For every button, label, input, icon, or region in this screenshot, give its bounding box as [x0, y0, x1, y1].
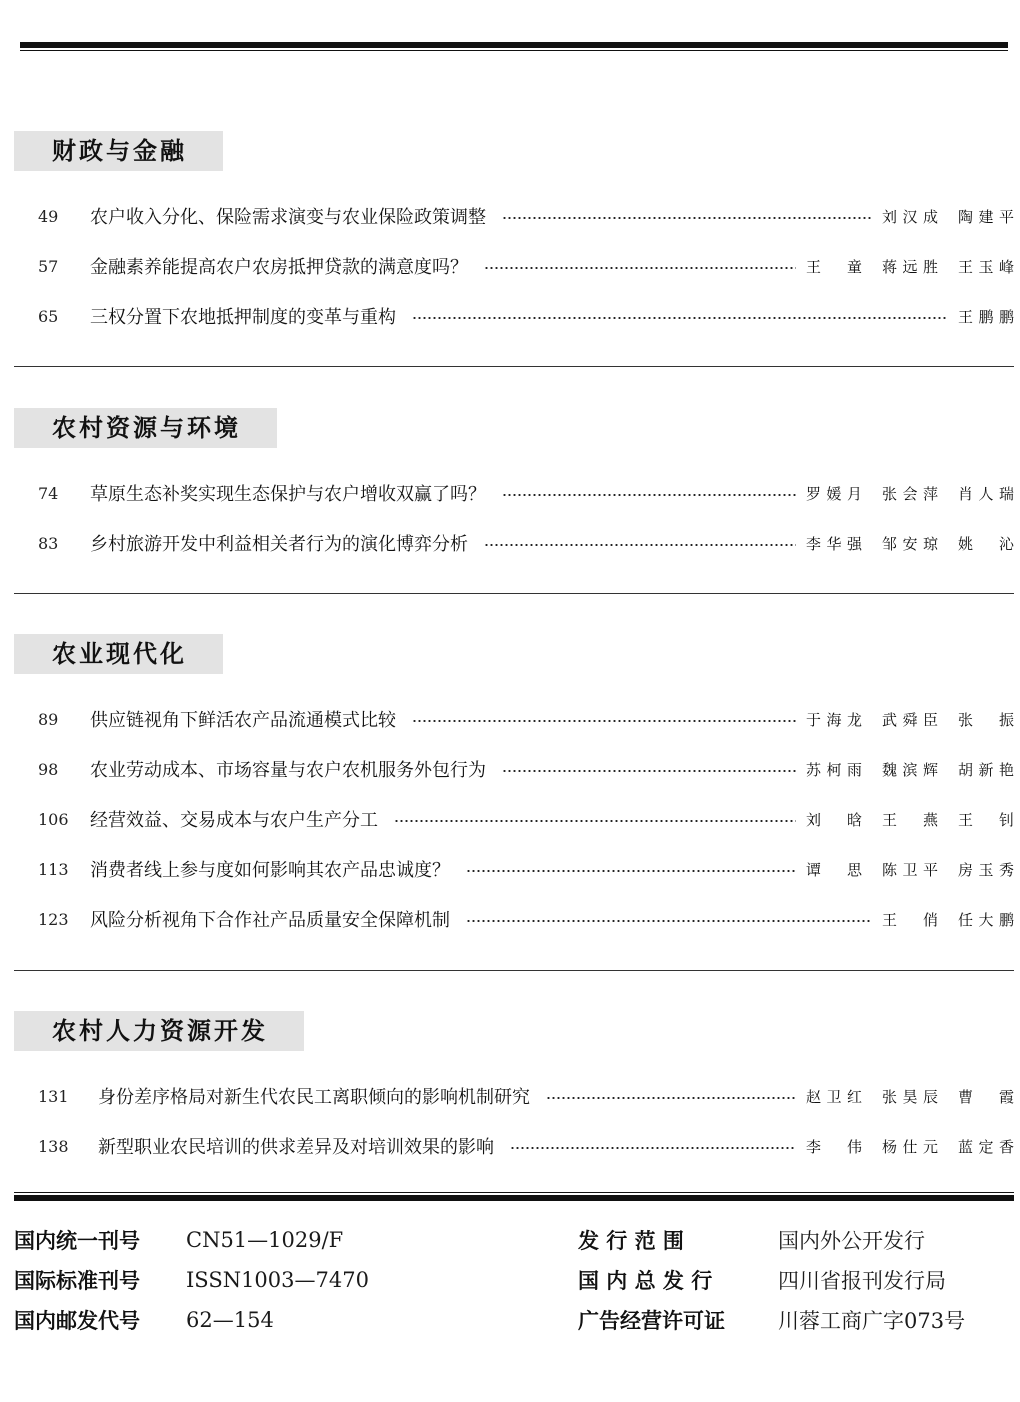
page-number: 113 [38, 859, 69, 879]
author-name: 蓝 定 香 [958, 1137, 1014, 1156]
info-label: 国 内 总 发 行 [578, 1269, 713, 1293]
author-name: 杨 仕 元 [882, 1137, 938, 1156]
author-name: 苏 柯 雨 [806, 760, 862, 779]
section-divider [14, 366, 1014, 367]
page-number: 123 [38, 909, 69, 929]
info-label: 国内统一刊号 [14, 1229, 140, 1253]
authors [806, 1136, 1014, 1157]
dot-leader [412, 720, 796, 722]
author-name: 姚 沁 [958, 534, 1014, 553]
author-name: 邹 安 琼 [882, 534, 938, 553]
author-name: 李 伟 [806, 1137, 862, 1156]
info-row [14, 1265, 369, 1295]
authors [806, 533, 1014, 554]
article-title: 新型职业农民培训的供求差异及对培训效果的影响 [98, 1137, 494, 1158]
author-name: 王 童 [806, 257, 862, 276]
section-resources-environment [14, 408, 1014, 568]
article-title: 风险分析视角下合作社产品质量安全保障机制 [90, 910, 450, 931]
article-title: 供应链视角下鲜活农产品流通模式比较 [90, 710, 396, 731]
dot-leader [394, 820, 796, 822]
toc-entry[interactable] [14, 291, 1014, 341]
authors [882, 909, 1014, 930]
article-title: 消费者线上参与度如何影响其农产品忠诚度？ [90, 860, 450, 881]
toc-entry[interactable] [14, 744, 1014, 794]
toc-entry[interactable] [14, 518, 1014, 568]
article-title: 经营效益、交易成本与农户生产分工 [90, 810, 378, 831]
section-header: 财政与金融 [14, 131, 223, 171]
toc-entry[interactable] [14, 191, 1014, 241]
publication-info [14, 1225, 1014, 1365]
authors [806, 709, 1014, 730]
author-name: 于 海 龙 [806, 710, 862, 729]
top-rule-thin [20, 50, 1008, 51]
dot-leader [546, 1097, 796, 1099]
author-name: 王 鹏 鹏 [958, 307, 1014, 326]
author-name: 陈 卫 平 [882, 860, 938, 879]
author-name: 赵 卫 红 [806, 1087, 862, 1106]
dot-leader [502, 494, 796, 496]
info-row [578, 1265, 946, 1295]
section-human-resources [14, 1011, 1014, 1171]
dot-leader [502, 217, 872, 219]
info-row [14, 1225, 343, 1255]
page-number: 57 [38, 256, 59, 276]
author-name: 刘 晗 [806, 810, 862, 829]
dot-leader [484, 267, 796, 269]
info-label: 国内邮发代号 [14, 1309, 140, 1333]
authors [806, 1086, 1014, 1107]
author-name: 李 华 强 [806, 534, 862, 553]
article-title: 三权分置下农地抵押制度的变革与重构 [90, 307, 396, 328]
toc-entry[interactable] [14, 468, 1014, 518]
info-row [578, 1225, 925, 1255]
article-title: 乡村旅游开发中利益相关者行为的演化博弈分析 [90, 534, 468, 555]
author-name: 武 舜 臣 [882, 710, 938, 729]
section-divider [14, 593, 1014, 594]
page-number: 49 [38, 206, 59, 226]
authors [806, 809, 1014, 830]
bottom-rule-thick [14, 1195, 1014, 1201]
info-value: CN51—1029/F [186, 1228, 344, 1252]
article-title: 草原生态补奖实现生态保护与农户增收双赢了吗？ [90, 484, 486, 505]
author-name: 刘 汉 成 [882, 207, 938, 226]
info-value: 国内外公开发行 [778, 1229, 925, 1253]
dot-leader [466, 870, 796, 872]
authors [882, 206, 1014, 227]
author-name: 王 燕 [882, 810, 938, 829]
author-name: 蒋 远 胜 [882, 257, 938, 276]
section-finance [14, 131, 1014, 341]
author-name: 曹 霞 [958, 1087, 1014, 1106]
author-name: 肖 人 瑞 [958, 484, 1014, 503]
toc-entry[interactable] [14, 1121, 1014, 1171]
dot-leader [412, 317, 948, 319]
article-title: 农户收入分化、保险需求演变与农业保险政策调整 [90, 207, 486, 228]
author-name: 张 会 萍 [882, 484, 938, 503]
info-label: 广告经营许可证 [578, 1309, 725, 1333]
toc-entry[interactable] [14, 794, 1014, 844]
page-number: 65 [38, 306, 59, 326]
author-name: 王 玉 峰 [958, 257, 1014, 276]
toc-entry[interactable] [14, 241, 1014, 291]
bottom-double-rule [14, 1192, 1014, 1202]
authors [806, 859, 1014, 880]
top-rule-thick [20, 42, 1008, 48]
author-name: 任 大 鹏 [958, 910, 1014, 929]
info-value: 62—154 [186, 1308, 274, 1332]
author-name: 罗 媛 月 [806, 484, 862, 503]
section-header: 农村人力资源开发 [14, 1011, 304, 1051]
info-row [14, 1305, 274, 1335]
info-row [578, 1305, 965, 1335]
page-number: 74 [38, 483, 59, 503]
authors [806, 483, 1014, 504]
top-double-rule [20, 42, 1008, 52]
author-name: 张 昊 辰 [882, 1087, 938, 1106]
section-modernization [14, 634, 1014, 944]
author-name: 王 俏 [882, 910, 938, 929]
article-title: 农业劳动成本、市场容量与农户农机服务外包行为 [90, 760, 486, 781]
author-name: 陶 建 平 [958, 207, 1014, 226]
dot-leader [466, 920, 872, 922]
author-name: 胡 新 艳 [958, 760, 1014, 779]
authors [806, 759, 1014, 780]
article-title: 身份差序格局对新生代农民工离职倾向的影响机制研究 [98, 1087, 530, 1108]
article-title: 金融素养能提高农户农房抵押贷款的满意度吗？ [90, 257, 468, 278]
page-number: 131 [38, 1086, 69, 1106]
page-number: 83 [38, 533, 59, 553]
author-name: 魏 滨 辉 [882, 760, 938, 779]
toc-entry[interactable] [14, 844, 1014, 894]
page-number: 138 [38, 1136, 69, 1156]
authors [806, 256, 1014, 277]
dot-leader [502, 770, 796, 772]
page-number: 98 [38, 759, 59, 779]
page-number: 89 [38, 709, 59, 729]
authors [958, 306, 1014, 327]
bottom-rule-thin [14, 1192, 1014, 1193]
section-header: 农业现代化 [14, 634, 223, 674]
section-divider [14, 970, 1014, 971]
info-value: 四川省报刊发行局 [778, 1269, 946, 1293]
author-name: 王 钊 [958, 810, 1014, 829]
author-name: 谭 思 [806, 860, 862, 879]
dot-leader [484, 544, 796, 546]
info-value: ISSN1003—7470 [186, 1268, 369, 1292]
info-value: 川蓉工商广字073号 [778, 1309, 966, 1333]
toc-entry[interactable] [14, 894, 1014, 944]
info-label: 发 行 范 围 [578, 1229, 684, 1253]
page-number: 106 [38, 809, 69, 829]
section-header: 农村资源与环境 [14, 408, 277, 448]
author-name: 房 玉 秀 [958, 860, 1014, 879]
author-name: 张 振 [958, 710, 1014, 729]
info-label: 国际标准刊号 [14, 1269, 140, 1293]
toc-entry[interactable] [14, 1071, 1014, 1121]
dot-leader [510, 1147, 796, 1149]
toc-entry[interactable] [14, 694, 1014, 744]
